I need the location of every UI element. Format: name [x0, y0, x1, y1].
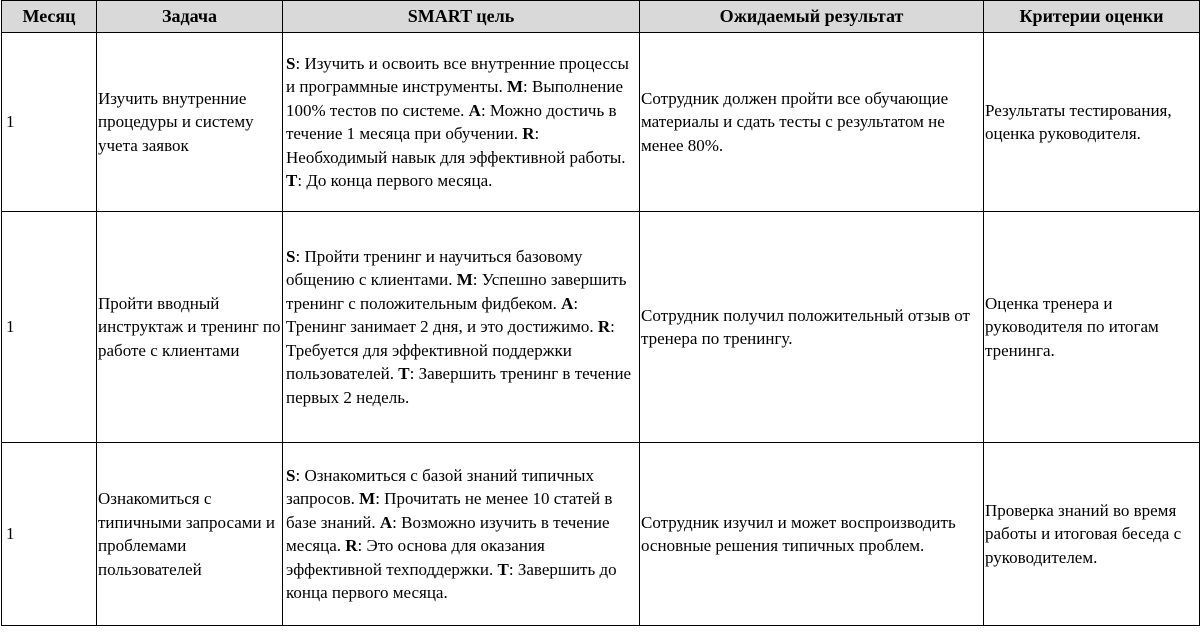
header-expected-result: Ожидаемый результат — [640, 1, 984, 33]
smart-r-key: R — [345, 536, 358, 555]
header-row — [2, 1, 1200, 33]
smart-m-key: M — [456, 270, 473, 290]
smart-m-text: : Выполнение 100% тестов по системе. — [286, 77, 624, 120]
smart-s-key: S — [286, 53, 296, 73]
table-row — [2, 443, 1200, 626]
task-cell: Ознакомиться с типичными запросами и проблемами пользователей — [97, 443, 283, 626]
smart-t-key: T — [398, 364, 410, 384]
smart-t-text: : Завершить тренинг в течение первых 2 недель. — [286, 364, 632, 407]
table-row — [2, 212, 1200, 443]
smart-r-text: : Необходимый навык для эффективной работы. — [286, 124, 626, 167]
smart-s-key: S — [286, 246, 296, 266]
task-cell: Изучить внутренние процедуры и систему учета заявок — [97, 33, 283, 212]
evaluation-criteria-cell: Результаты тестирования, оценка руководителя. — [984, 33, 1200, 212]
smart-m-key: M — [359, 489, 376, 508]
smart-a-text: : Возможно изучить в течение месяца. — [286, 512, 610, 555]
header-smart-goal: SMART цель — [283, 1, 640, 33]
smart-a-text: : Тренинг занимает 2 дня, и это достижимо. — [286, 293, 598, 337]
smart-s-key: S — [286, 465, 296, 485]
smart-t-text: : До конца первого месяца. — [297, 171, 493, 190]
month-cell: 1 — [2, 33, 97, 212]
smart-a-key: A — [468, 100, 481, 120]
evaluation-criteria-cell: Проверка знаний во время работы и итоговая беседа с руководителем. — [984, 443, 1200, 626]
smart-a-key: A — [379, 512, 393, 532]
smart-goal-cell — [283, 212, 640, 443]
smart-s-text: : Ознакомиться с базой знаний типичных запросов. — [286, 465, 594, 508]
smart-r-text: : Требуется для эффективной поддержки пользователей. — [286, 317, 615, 384]
smart-goals-table — [1, 0, 1200, 626]
smart-t-text: : Завершить до конца первого месяца. — [286, 559, 617, 602]
smart-a-text: : Можно достичь в течение 1 месяца при обучении. — [286, 100, 617, 143]
smart-goal-cell — [283, 443, 640, 626]
smart-r-key: R — [522, 124, 535, 143]
table-row — [2, 33, 1200, 212]
expected-result-cell: Сотрудник получил положительный отзыв от тренера по тренингу. — [640, 212, 984, 443]
header-month: Месяц — [2, 1, 97, 33]
smart-t-key: T — [286, 171, 298, 190]
expected-result-cell: Сотрудник изучил и может воспроизводить основные решения типичных проблем. — [640, 443, 984, 626]
smart-r-text: : Это основа для оказания эффективной техподдержки. — [286, 536, 545, 579]
header-evaluation-criteria: Критерии оценки — [984, 1, 1200, 33]
smart-s-text: : Пройти тренинг и научиться базовому общению с клиентами. — [286, 246, 583, 290]
evaluation-criteria-cell: Оценка тренера и руководителя по итогам тренинга. — [984, 212, 1200, 443]
expected-result-cell: Сотрудник должен пройти все обучающие материалы и сдать тесты с результатом не менее 80%. — [640, 33, 984, 212]
smart-t-key: T — [497, 559, 509, 579]
smart-m-text: : Прочитать не менее 10 статей в базе знаний. — [286, 489, 613, 532]
smart-m-key: M — [506, 77, 524, 96]
smart-s-text: : Изучить и освоить все внутренние процессы и программные инструменты. — [286, 53, 629, 96]
task-cell: Пройти вводный инструктаж и тренинг по работе с клиентами — [97, 212, 283, 443]
month-cell: 1 — [2, 443, 97, 626]
smart-a-key: A — [561, 293, 574, 313]
smart-r-key: R — [597, 317, 611, 337]
smart-goal-cell — [283, 33, 640, 212]
month-cell: 1 — [2, 212, 97, 443]
header-task: Задача — [97, 1, 283, 33]
smart-m-text: : Успешно завершить тренинг с положительным фидбеком. — [286, 270, 627, 313]
